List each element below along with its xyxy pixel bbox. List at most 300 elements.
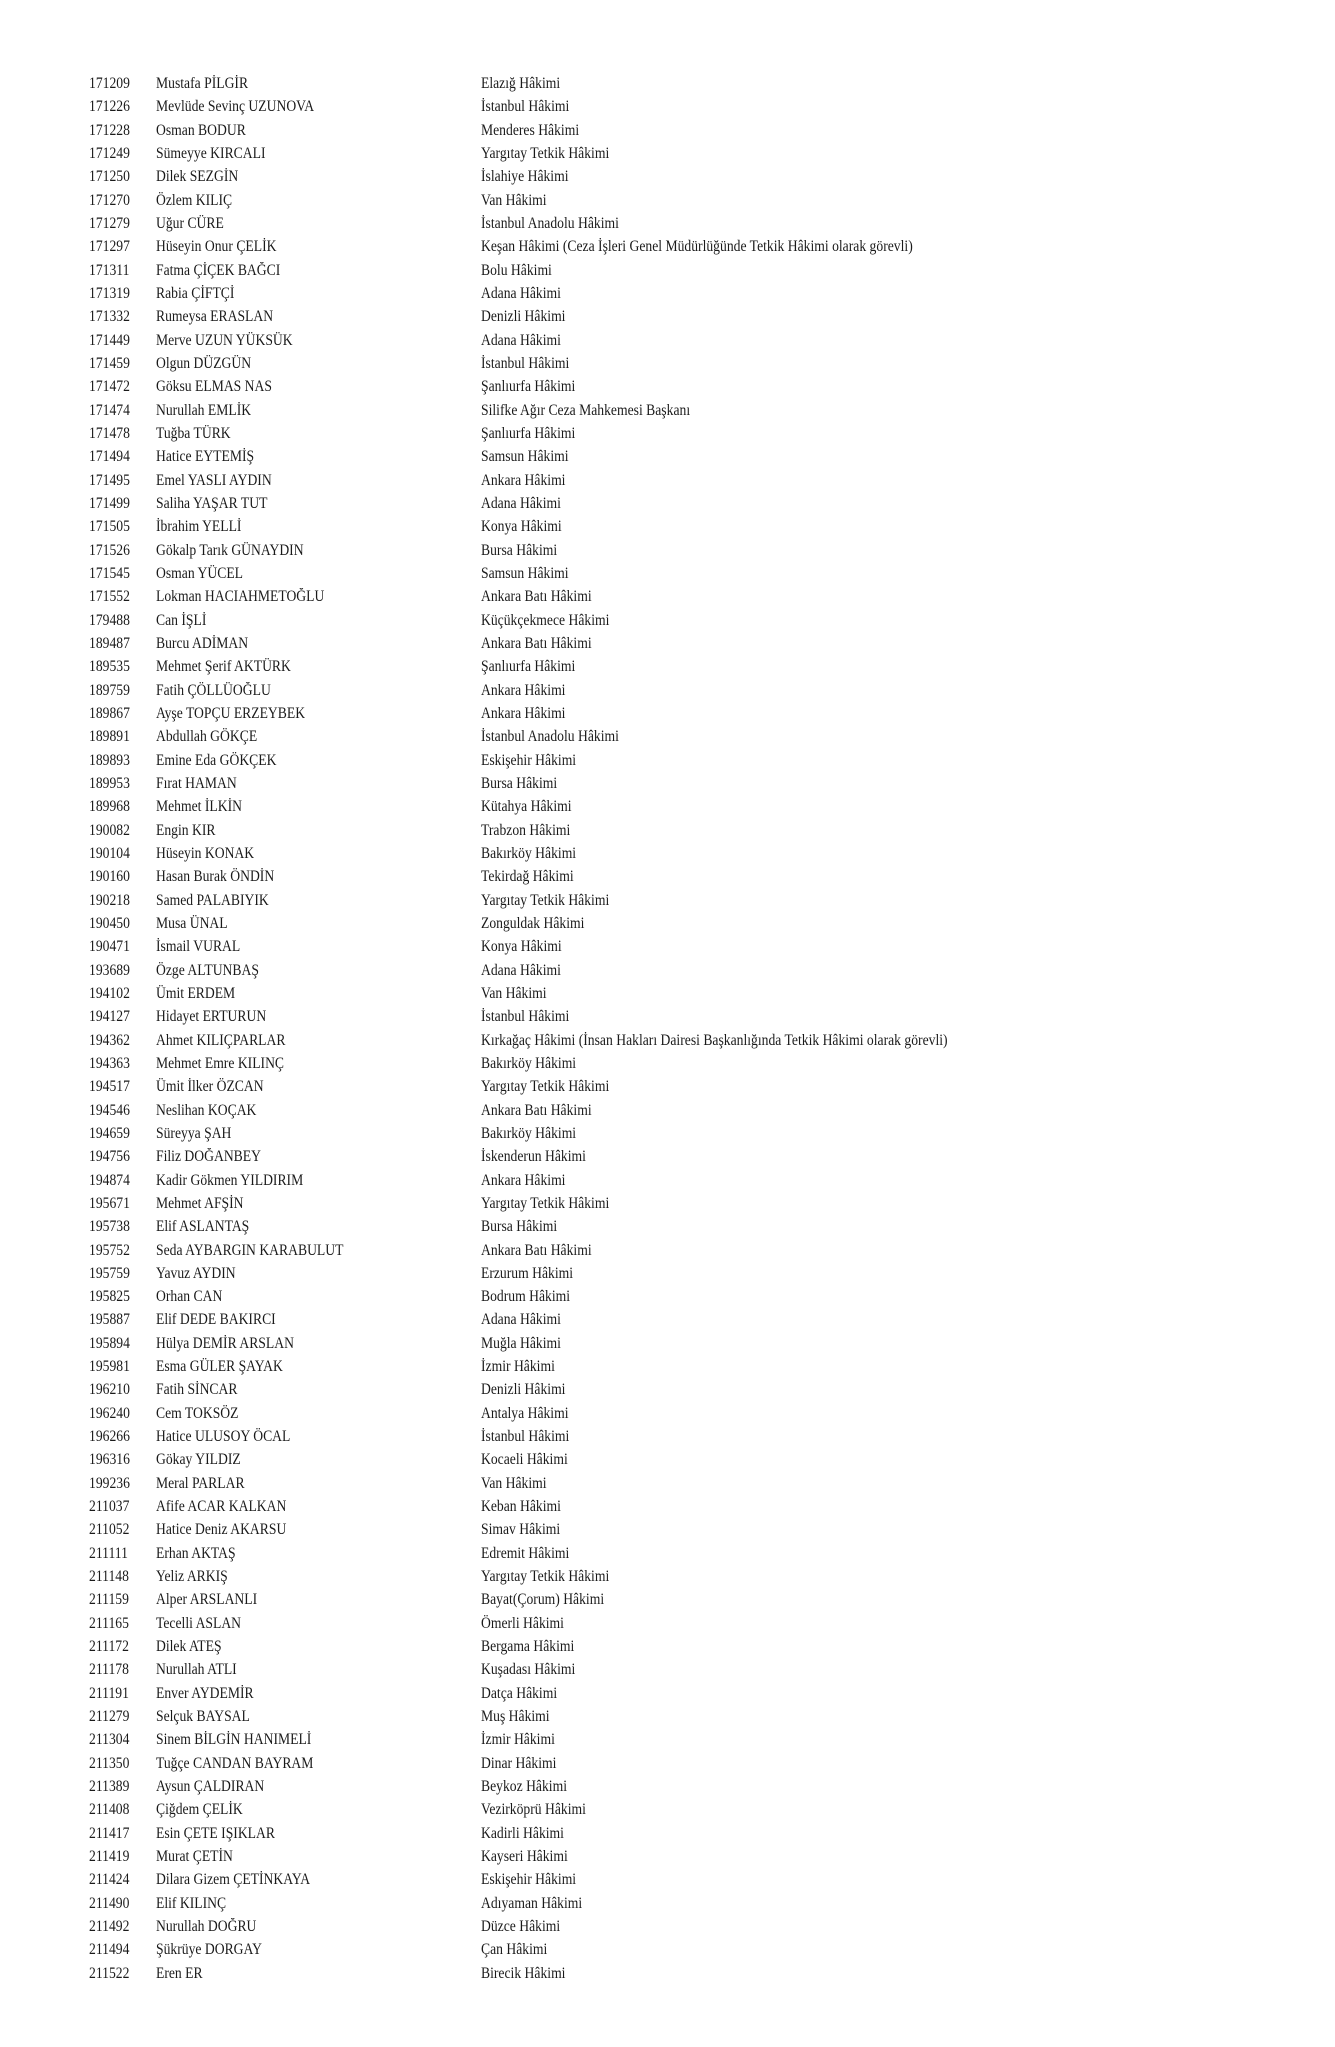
registry-number: 194659 <box>89 1124 130 1142</box>
list-row <box>0 1285 1335 1308</box>
person-name: İsmail VURAL <box>156 938 241 956</box>
assigned-position: Eskişehir Hâkimi <box>481 1871 577 1889</box>
person-name: Can İŞLİ <box>156 611 207 629</box>
assigned-position: Ankara Hâkimi <box>481 704 566 722</box>
person-name: Saliha YAŞAR TUT <box>156 494 268 512</box>
person-name: Şükrüye DORGAY <box>156 1941 262 1959</box>
person-name: Engin KIR <box>156 821 216 839</box>
registry-number: 211492 <box>89 1918 130 1936</box>
assigned-position: Bayat(Çorum) Hâkimi <box>481 1591 605 1609</box>
assigned-position: Adana Hâkimi <box>481 494 561 512</box>
list-row <box>0 1169 1335 1192</box>
registry-number: 195752 <box>89 1241 130 1259</box>
list-row <box>0 235 1335 258</box>
registry-number: 171226 <box>89 98 130 116</box>
person-name: Fatih ÇÖLLÜOĞLU <box>156 681 271 699</box>
person-name: Filiz DOĞANBEY <box>156 1148 261 1166</box>
registry-number: 190160 <box>89 868 130 886</box>
list-row <box>0 772 1335 795</box>
person-name: Fırat HAMAN <box>156 774 237 792</box>
person-name: Cem TOKSÖZ <box>156 1404 239 1422</box>
registry-number: 171311 <box>89 261 130 279</box>
registry-number: 171270 <box>89 191 130 209</box>
person-name: Çiğdem ÇELİK <box>156 1801 243 1819</box>
assigned-position: Ankara Batı Hâkimi <box>481 588 592 606</box>
registry-number: 171545 <box>89 564 130 582</box>
list-row <box>0 189 1335 212</box>
list-row <box>0 1612 1335 1635</box>
registry-number: 190450 <box>89 914 130 932</box>
assigned-position: Muş Hâkimi <box>481 1708 550 1726</box>
assigned-position: Datça Hâkimi <box>481 1684 558 1702</box>
person-name: Emine Eda GÖKÇEK <box>156 751 277 769</box>
assigned-position: Adana Hâkimi <box>481 331 561 349</box>
assigned-position: Denizli Hâkimi <box>481 1381 566 1399</box>
registry-number: 171505 <box>89 518 130 536</box>
registry-number: 196266 <box>89 1428 130 1446</box>
registry-number: 171495 <box>89 471 130 489</box>
person-name: Nurullah EMLİK <box>156 401 252 419</box>
list-row <box>0 725 1335 748</box>
assigned-position: Şanlıurfa Hâkimi <box>481 658 576 676</box>
registry-number: 194127 <box>89 1008 130 1026</box>
registry-number: 171297 <box>89 238 130 256</box>
person-name: Mehmet İLKİN <box>156 798 242 816</box>
list-row <box>0 1705 1335 1728</box>
list-row <box>0 912 1335 935</box>
assigned-position: Van Hâkimi <box>481 1474 547 1492</box>
registry-number: 199236 <box>89 1474 130 1492</box>
list-row <box>0 1262 1335 1285</box>
assigned-position: Bergama Hâkimi <box>481 1638 575 1656</box>
list-row <box>0 655 1335 678</box>
list-row <box>0 1752 1335 1775</box>
person-name: Samed PALABIYIK <box>156 891 269 909</box>
person-name: Hatice EYTEMİŞ <box>156 448 255 466</box>
list-row <box>0 1378 1335 1401</box>
list-row <box>0 95 1335 118</box>
registry-number: 211304 <box>89 1731 130 1749</box>
registry-number: 189535 <box>89 658 130 676</box>
list-row <box>0 282 1335 305</box>
assigned-position: Van Hâkimi <box>481 191 547 209</box>
registry-number: 195671 <box>89 1194 130 1212</box>
person-name: Afife ACAR KALKAN <box>156 1498 287 1516</box>
assigned-position: İstanbul Hâkimi <box>481 1008 570 1026</box>
person-name: Ümit ERDEM <box>156 984 236 1002</box>
assigned-position: Adana Hâkimi <box>481 284 561 302</box>
registry-number: 211350 <box>89 1754 130 1772</box>
registry-number: 171449 <box>89 331 130 349</box>
assigned-position: İskenderun Hâkimi <box>481 1148 586 1166</box>
person-name: Osman BODUR <box>156 121 246 139</box>
registry-number: 194756 <box>89 1148 130 1166</box>
assigned-position: Kocaeli Hâkimi <box>481 1451 568 1469</box>
list-row <box>0 1005 1335 1028</box>
registry-number: 189759 <box>89 681 130 699</box>
registry-number: 194874 <box>89 1171 130 1189</box>
person-name: Gökay YILDIZ <box>156 1451 241 1469</box>
person-name: Dilek SEZGİN <box>156 168 239 186</box>
person-name: Hasan Burak ÖNDİN <box>156 868 275 886</box>
person-name: Tecelli ASLAN <box>156 1614 242 1632</box>
registry-number: 195738 <box>89 1218 130 1236</box>
registry-number: 211419 <box>89 1848 130 1866</box>
person-name: Eren ER <box>156 1964 203 1982</box>
assigned-position: Şanlıurfa Hâkimi <box>481 378 576 396</box>
person-name: İbrahim YELLİ <box>156 518 242 536</box>
registry-number: 211279 <box>89 1708 130 1726</box>
assigned-position: Ankara Batı Hâkimi <box>481 1101 592 1119</box>
assigned-position: Yargıtay Tetkik Hâkimi <box>481 144 610 162</box>
person-name: Göksu ELMAS NAS <box>156 378 272 396</box>
list-row <box>0 515 1335 538</box>
assigned-position: Bursa Hâkimi <box>481 774 558 792</box>
person-name: Hatice ULUSOY ÖCAL <box>156 1428 291 1446</box>
registry-number: 190471 <box>89 938 130 956</box>
registry-number: 194102 <box>89 984 130 1002</box>
person-name: Ayşe TOPÇU ERZEYBEK <box>156 704 306 722</box>
assigned-position: Bakırköy Hâkimi <box>481 844 577 862</box>
person-name: Neslihan KOÇAK <box>156 1101 257 1119</box>
registry-number: 196316 <box>89 1451 130 1469</box>
list-row <box>0 1495 1335 1518</box>
list-row <box>0 679 1335 702</box>
list-row <box>0 1425 1335 1448</box>
person-name: Abdullah GÖKÇE <box>156 728 258 746</box>
assigned-position: Çan Hâkimi <box>481 1941 548 1959</box>
assigned-position: İstanbul Anadolu Hâkimi <box>481 728 619 746</box>
person-name: Sinem BİLGİN HANIMELİ <box>156 1731 312 1749</box>
list-row <box>0 1938 1335 1961</box>
registry-number: 171472 <box>89 378 130 396</box>
registry-number: 189891 <box>89 728 130 746</box>
registry-number: 189968 <box>89 798 130 816</box>
assigned-position: Kadirli Hâkimi <box>481 1824 564 1842</box>
person-name: Rumeysa ERASLAN <box>156 308 274 326</box>
registry-number: 171474 <box>89 401 130 419</box>
assigned-position: İstanbul Hâkimi <box>481 1428 570 1446</box>
list-row <box>0 352 1335 375</box>
person-name: Rabia ÇİFTÇİ <box>156 284 235 302</box>
assigned-position: Bakırköy Hâkimi <box>481 1124 577 1142</box>
registry-number: 211389 <box>89 1778 130 1796</box>
list-row <box>0 329 1335 352</box>
assigned-position: Bakırköy Hâkimi <box>481 1054 577 1072</box>
person-name: Yeliz ARKIŞ <box>156 1568 228 1586</box>
person-name: Uğur CÜRE <box>156 214 224 232</box>
person-name: Esin ÇETE IŞIKLAR <box>156 1824 275 1842</box>
list-row <box>0 865 1335 888</box>
list-row <box>0 539 1335 562</box>
person-name: Elif DEDE BAKIRCI <box>156 1311 276 1329</box>
registry-number: 211408 <box>89 1801 130 1819</box>
registry-number: 171459 <box>89 354 130 372</box>
registry-number: 211165 <box>89 1614 129 1632</box>
assigned-position: Yargıtay Tetkik Hâkimi <box>481 1568 610 1586</box>
list-row <box>0 609 1335 632</box>
person-name: Osman YÜCEL <box>156 564 244 582</box>
assigned-position: Küçükçekmece Hâkimi <box>481 611 610 629</box>
person-name: Enver AYDEMİR <box>156 1684 254 1702</box>
person-name: Özge ALTUNBAŞ <box>156 961 259 979</box>
list-row <box>0 492 1335 515</box>
registry-number: 195825 <box>89 1288 130 1306</box>
assigned-position: Adana Hâkimi <box>481 961 561 979</box>
person-name: Ahmet KILIÇPARLAR <box>156 1031 286 1049</box>
list-row <box>0 959 1335 982</box>
registry-number: 189953 <box>89 774 130 792</box>
list-row <box>0 889 1335 912</box>
person-name: Mehmet AFŞİN <box>156 1194 244 1212</box>
assigned-position: Ankara Batı Hâkimi <box>481 634 592 652</box>
assigned-position: Ankara Hâkimi <box>481 471 566 489</box>
registry-number: 190218 <box>89 891 130 909</box>
assigned-position: Bolu Hâkimi <box>481 261 552 279</box>
assigned-position: Adıyaman Hâkimi <box>481 1894 583 1912</box>
list-row <box>0 422 1335 445</box>
person-name: Dilek ATEŞ <box>156 1638 222 1656</box>
person-name: Hüseyin Onur ÇELİK <box>156 238 277 256</box>
assigned-position: Muğla Hâkimi <box>481 1334 561 1352</box>
person-name: Yavuz AYDIN <box>156 1264 236 1282</box>
list-row <box>0 1868 1335 1891</box>
assigned-position: Kuşadası Hâkimi <box>481 1661 576 1679</box>
list-row <box>0 749 1335 772</box>
assigned-position: Simav Hâkimi <box>481 1521 561 1539</box>
person-name: Kadir Gökmen YILDIRIM <box>156 1171 304 1189</box>
assigned-position: Kayseri Hâkimi <box>481 1848 568 1866</box>
registry-number: 211490 <box>89 1894 130 1912</box>
person-name: Burcu ADİMAN <box>156 634 249 652</box>
list-row <box>0 212 1335 235</box>
list-row <box>0 562 1335 585</box>
person-name: Orhan CAN <box>156 1288 223 1306</box>
list-row <box>0 1448 1335 1471</box>
assigned-position: Adana Hâkimi <box>481 1311 561 1329</box>
list-row <box>0 1518 1335 1541</box>
list-row <box>0 305 1335 328</box>
registry-number: 171494 <box>89 448 130 466</box>
person-name: Seda AYBARGIN KARABULUT <box>156 1241 344 1259</box>
registry-number: 211159 <box>89 1591 129 1609</box>
assigned-position: Ankara Hâkimi <box>481 681 566 699</box>
list-row <box>0 795 1335 818</box>
assigned-position: Bodrum Hâkimi <box>481 1288 571 1306</box>
registry-number: 171499 <box>89 494 130 512</box>
person-name: Süreyya ŞAH <box>156 1124 232 1142</box>
person-name: Merve UZUN YÜKSÜK <box>156 331 293 349</box>
list-row <box>0 1355 1335 1378</box>
list-row <box>0 1658 1335 1681</box>
list-row <box>0 1822 1335 1845</box>
person-name: Fatma ÇİÇEK BAĞCI <box>156 261 281 279</box>
person-name: Dilara Gizem ÇETİNKAYA <box>156 1871 311 1889</box>
list-row <box>0 1845 1335 1868</box>
assigned-position: İstanbul Hâkimi <box>481 354 570 372</box>
person-name: Erhan AKTAŞ <box>156 1544 236 1562</box>
registry-number: 211172 <box>89 1638 129 1656</box>
registry-number: 195894 <box>89 1334 130 1352</box>
assigned-position: İstanbul Hâkimi <box>481 98 570 116</box>
registry-number: 211111 <box>89 1544 128 1562</box>
assigned-position: Antalya Hâkimi <box>481 1404 569 1422</box>
list-row <box>0 1192 1335 1215</box>
registry-number: 193689 <box>89 961 130 979</box>
list-row <box>0 1099 1335 1122</box>
registry-number: 171209 <box>89 75 130 92</box>
list-row <box>0 142 1335 165</box>
assigned-position: Zonguldak Hâkimi <box>481 914 585 932</box>
registry-number: 195981 <box>89 1358 130 1376</box>
assigned-position: İslahiye Hâkimi <box>481 168 569 186</box>
assigned-position: Şanlıurfa Hâkimi <box>481 424 576 442</box>
registry-number: 171332 <box>89 308 130 326</box>
assigned-position: Keban Hâkimi <box>481 1498 561 1516</box>
assigned-position: Samsun Hâkimi <box>481 448 569 466</box>
person-name: Aysun ÇALDIRAN <box>156 1778 265 1796</box>
assigned-position: Yargıtay Tetkik Hâkimi <box>481 1194 610 1212</box>
person-name: Nurullah DOĞRU <box>156 1918 257 1936</box>
assigned-position: Tekirdağ Hâkimi <box>481 868 574 886</box>
list-row <box>0 1239 1335 1262</box>
list-row <box>0 1075 1335 1098</box>
list-row <box>0 399 1335 422</box>
registry-number: 171552 <box>89 588 130 606</box>
assigned-position: Bursa Hâkimi <box>481 541 558 559</box>
person-name: Musa ÜNAL <box>156 914 228 932</box>
list-row <box>0 1402 1335 1425</box>
registry-number: 211522 <box>89 1964 130 1982</box>
assigned-position: Düzce Hâkimi <box>481 1918 561 1936</box>
person-name: Gökalp Tarık GÜNAYDIN <box>156 541 304 559</box>
registry-number: 171249 <box>89 144 130 162</box>
registry-number: 190082 <box>89 821 130 839</box>
assigned-position: Ankara Hâkimi <box>481 1171 566 1189</box>
registry-number: 211052 <box>89 1521 130 1539</box>
registry-number: 211424 <box>89 1871 130 1889</box>
assigned-position: Konya Hâkimi <box>481 518 562 536</box>
list-row <box>0 1215 1335 1238</box>
list-row <box>0 1145 1335 1168</box>
registry-number: 194517 <box>89 1078 130 1096</box>
person-name: Murat ÇETİN <box>156 1848 233 1866</box>
assigned-position: Birecik Hâkimi <box>481 1964 566 1982</box>
assigned-position: Keşan Hâkimi (Ceza İşleri Genel Müdürlüğünde Tetkik Hâkimi olarak görevli) <box>481 238 913 256</box>
assigned-position: Beykoz Hâkimi <box>481 1778 567 1796</box>
list-row <box>0 165 1335 188</box>
registry-number: 195759 <box>89 1264 130 1282</box>
person-name: Hatice Deniz AKARSU <box>156 1521 287 1539</box>
list-row <box>0 1308 1335 1331</box>
registry-number: 179488 <box>89 611 130 629</box>
registry-number: 211191 <box>89 1684 129 1702</box>
list-row <box>0 1915 1335 1938</box>
list-row <box>0 1798 1335 1821</box>
person-name: Elif ASLANTAŞ <box>156 1218 250 1236</box>
registry-number: 171250 <box>89 168 130 186</box>
person-name: Nurullah ATLI <box>156 1661 237 1679</box>
list-row <box>0 1775 1335 1798</box>
list-row <box>0 1029 1335 1052</box>
registry-number: 196240 <box>89 1404 130 1422</box>
list-row <box>0 375 1335 398</box>
registry-number: 194363 <box>89 1054 130 1072</box>
person-name: Mehmet Şerif AKTÜRK <box>156 658 291 676</box>
assigned-position: Yargıtay Tetkik Hâkimi <box>481 891 610 909</box>
list-row <box>0 1052 1335 1075</box>
list-row <box>0 702 1335 725</box>
list-row <box>0 259 1335 282</box>
assigned-position: Yargıtay Tetkik Hâkimi <box>481 1078 610 1096</box>
list-row <box>0 119 1335 142</box>
assigned-position: Ömerli Hâkimi <box>481 1614 564 1632</box>
assigned-position: Kütahya Hâkimi <box>481 798 572 816</box>
registry-number: 211178 <box>89 1661 129 1679</box>
person-name: Lokman HACIAHMETOĞLU <box>156 588 325 606</box>
person-name: Fatih SİNCAR <box>156 1381 238 1399</box>
registry-number: 211417 <box>89 1824 130 1842</box>
list-row <box>0 1962 1335 1985</box>
registry-number: 189487 <box>89 634 130 652</box>
registry-number: 189867 <box>89 704 130 722</box>
registry-number: 171228 <box>89 121 130 139</box>
registry-number: 211037 <box>89 1498 130 1516</box>
registry-number: 211494 <box>89 1941 130 1959</box>
person-name: Hüseyin KONAK <box>156 844 255 862</box>
registry-number: 189893 <box>89 751 130 769</box>
list-row <box>0 982 1335 1005</box>
list-row <box>0 72 1335 95</box>
registry-number: 171319 <box>89 284 130 302</box>
assigned-position: Bursa Hâkimi <box>481 1218 558 1236</box>
list-row <box>0 1588 1335 1611</box>
list-row <box>0 469 1335 492</box>
assigned-position: Konya Hâkimi <box>481 938 562 956</box>
list-row <box>0 585 1335 608</box>
person-name: Özlem KILIÇ <box>156 191 233 209</box>
assigned-position: Dinar Hâkimi <box>481 1754 557 1772</box>
list-row <box>0 445 1335 468</box>
registry-number: 194362 <box>89 1031 130 1049</box>
assigned-position: Trabzon Hâkimi <box>481 821 571 839</box>
registry-number: 171478 <box>89 424 130 442</box>
list-row <box>0 1565 1335 1588</box>
list-row <box>0 632 1335 655</box>
person-name: Hülya DEMİR ARSLAN <box>156 1334 294 1352</box>
registry-number: 194546 <box>89 1101 130 1119</box>
list-row <box>0 1728 1335 1751</box>
person-name: Sümeyye KIRCALI <box>156 144 266 162</box>
registry-number: 195887 <box>89 1311 130 1329</box>
person-name: Emel YASLI AYDIN <box>156 471 272 489</box>
person-name: Ümit İlker ÖZCAN <box>156 1078 264 1096</box>
registry-number: 171526 <box>89 541 130 559</box>
person-name: Tuğba TÜRK <box>156 424 231 442</box>
assigned-position: Ankara Batı Hâkimi <box>481 1241 592 1259</box>
assigned-position: Samsun Hâkimi <box>481 564 569 582</box>
person-name: Alper ARSLANLI <box>156 1591 258 1609</box>
person-name: Mustafa PİLGİR <box>156 75 249 92</box>
assigned-position: Van Hâkimi <box>481 984 547 1002</box>
assigned-position: Denizli Hâkimi <box>481 308 566 326</box>
list-row <box>0 1332 1335 1355</box>
list-row <box>0 1122 1335 1145</box>
list-row <box>0 1542 1335 1565</box>
assigned-position: Edremit Hâkimi <box>481 1544 570 1562</box>
assigned-position: İstanbul Anadolu Hâkimi <box>481 214 619 232</box>
person-name: Hidayet ERTURUN <box>156 1008 267 1026</box>
